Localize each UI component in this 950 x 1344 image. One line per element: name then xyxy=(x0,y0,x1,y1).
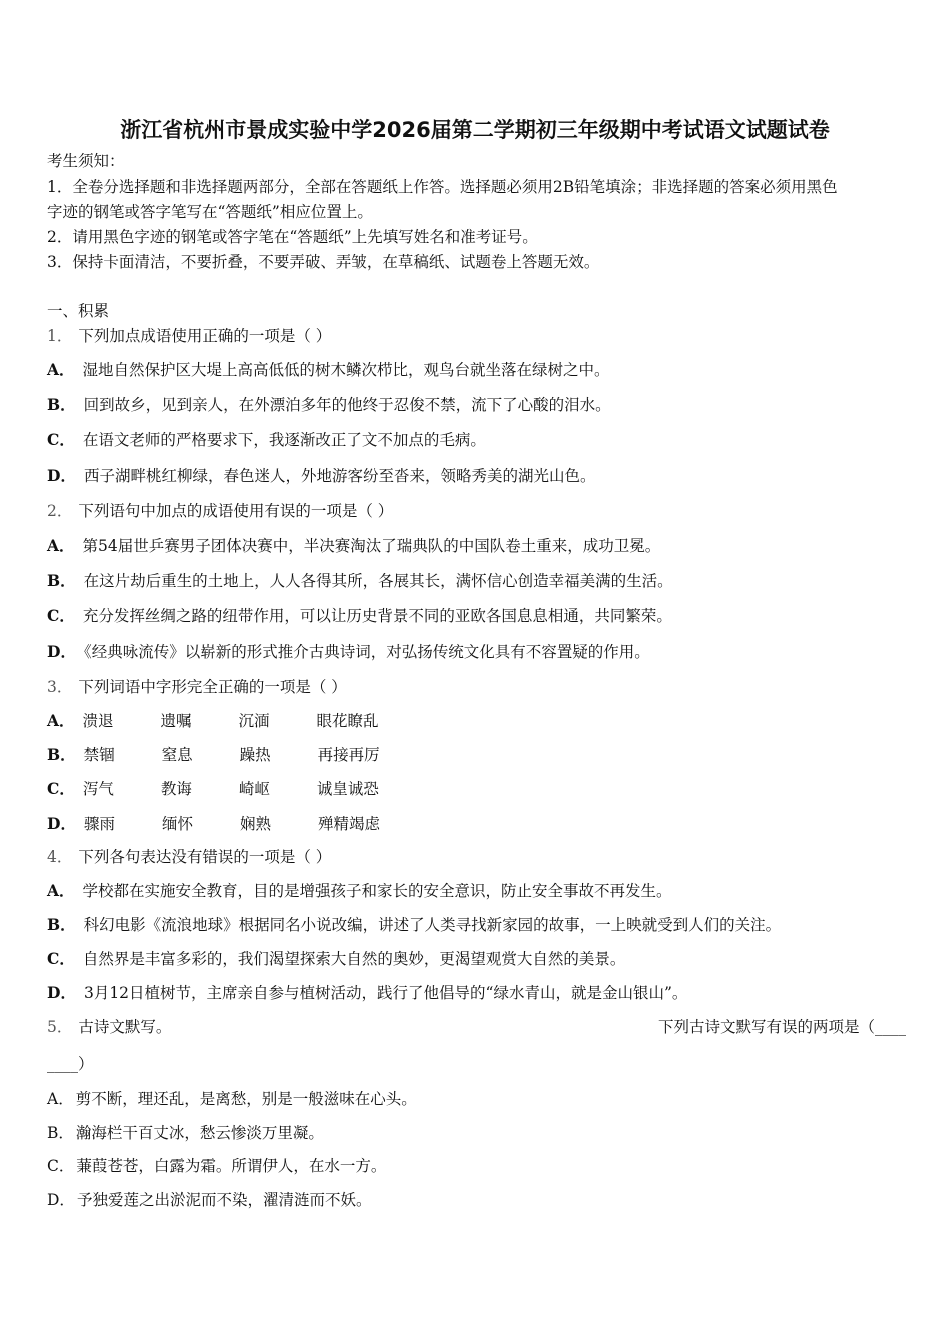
question-number: 1． xyxy=(47,327,73,345)
option-text: 予独爱莲之出淤泥而不染，濯清涟而不妖。 xyxy=(76,1191,372,1209)
notice-heading: 考生须知： xyxy=(47,152,125,170)
question-stem xyxy=(47,847,331,867)
option-text: 学校都在实施安全教育，目的是增强孩子和家长的安全意识，防止安全事故不再发生。 xyxy=(82,882,672,900)
option-word: 溃退 xyxy=(82,712,114,730)
option-a xyxy=(47,711,395,731)
option-a xyxy=(47,360,610,380)
option-word: 禁锢 xyxy=(83,746,115,764)
option-c xyxy=(47,430,486,450)
option-text: 在这片劫后重生的土地上，人人各得其所，各展其长，满怀信心创造幸福美满的生活。 xyxy=(83,572,673,590)
option-a xyxy=(47,1089,417,1109)
option-text: 《经典咏流传》以崭新的形式推介古典诗词，对弘扬传统文化具有不容置疑的作用。 xyxy=(83,643,650,661)
notice-item: 2．请用黑色字迹的钢笔或答字笔在“答题纸”上先填写姓名和准考证号。 xyxy=(47,228,538,246)
option-label: C． xyxy=(47,949,75,968)
notice-item: 3．保持卡面清洁，不要折叠，不要弄破、弄皱，在草稿纸、试题卷上答题无效。 xyxy=(47,253,600,271)
option-text: 3月12日植树节，主席亲自参与植树活动，践行了他倡导的“绿水青山，就是金山银山”。 xyxy=(83,984,688,1002)
option-label: D． xyxy=(47,642,76,661)
option-label: B． xyxy=(47,1124,74,1142)
notice-item: 字迹的钢笔或答字笔写在“答题纸”相应位置上。 xyxy=(47,203,373,221)
option-text: 蒹葭苍苍，白露为霜。所谓伊人，在水一方。 xyxy=(76,1157,387,1175)
option-label: A． xyxy=(47,536,75,555)
option-word: 崎岖 xyxy=(238,780,270,798)
option-d xyxy=(47,983,687,1003)
question-stem xyxy=(47,501,393,521)
option-label: D． xyxy=(47,466,76,485)
question-text: 下列加点成语使用正确的一项是（ ） xyxy=(78,327,332,345)
option-label: C． xyxy=(47,430,75,449)
option-text: 剪不断，理还乱，是离愁，别是一般滋味在心头。 xyxy=(75,1090,417,1108)
option-word: 诚皇诚恐 xyxy=(316,780,379,798)
notice-item: 1．全卷分选择题和非选择题两部分，全部在答题纸上作答。选择题必须用2B铅笔填涂；非选择题的答案必须用黑色 xyxy=(47,178,838,196)
option-c xyxy=(47,779,395,799)
option-c xyxy=(47,1156,386,1176)
option-text: 充分发挥丝绸之路的纽带作用，可以让历史背景不同的亚欧各国息息相通，共同繁荣。 xyxy=(82,607,672,625)
question-number: 3． xyxy=(47,678,73,696)
option-label: D． xyxy=(47,1191,75,1209)
option-b xyxy=(47,571,673,591)
option-word: 教诲 xyxy=(160,780,192,798)
question-text: 下列语句中加点的成语使用有误的一项是（ ） xyxy=(78,502,394,520)
option-label: B． xyxy=(47,395,76,414)
question-number: 4． xyxy=(47,848,73,866)
option-word: 躁热 xyxy=(239,746,271,764)
option-d xyxy=(47,466,595,486)
option-label: B． xyxy=(47,571,76,590)
page-title: 浙江省杭州市景成实验中学2026届第二学期初三年级期中考试语文试题试卷 xyxy=(120,118,830,142)
question-stem xyxy=(47,1017,171,1037)
option-label: A． xyxy=(47,711,75,730)
option-c xyxy=(47,949,625,969)
option-label: D． xyxy=(47,983,76,1002)
option-word: 殚精竭虑 xyxy=(317,815,380,833)
option-text: 回到故乡，见到亲人，在外漂泊多年的他终于忍俊不禁，流下了心酸的泪水。 xyxy=(83,396,611,414)
option-label: C． xyxy=(47,1157,75,1175)
option-word: 缅怀 xyxy=(161,815,193,833)
option-word: 泻气 xyxy=(82,780,114,798)
answer-blank: ____） xyxy=(47,1055,94,1073)
option-label: A． xyxy=(47,1090,74,1108)
option-word: 窒息 xyxy=(161,746,193,764)
option-word: 骤雨 xyxy=(83,815,115,833)
option-word: 沉湎 xyxy=(238,712,270,730)
option-text: 在语文老师的严格要求下，我逐渐改正了文不加点的毛病。 xyxy=(82,431,486,449)
question-text: 下列词语中字形完全正确的一项是（ ） xyxy=(78,678,347,696)
option-label: B． xyxy=(47,745,76,764)
option-b xyxy=(47,1123,324,1143)
option-d xyxy=(47,1190,371,1210)
option-label: A． xyxy=(47,881,75,900)
question-stem xyxy=(47,677,347,697)
option-b xyxy=(47,915,781,935)
option-a xyxy=(47,536,660,556)
option-label: B． xyxy=(47,915,76,934)
option-text: 湿地自然保护区大堤上高高低低的树木鳞次栉比，观鸟台就坐落在绿树之中。 xyxy=(82,361,610,379)
option-label: C． xyxy=(47,606,75,625)
question-text: 下列各句表达没有错误的一项是（ ） xyxy=(78,848,332,866)
option-word: 娴熟 xyxy=(239,815,271,833)
question-number: 2． xyxy=(47,502,73,520)
option-label: C． xyxy=(47,779,75,798)
option-b xyxy=(47,395,611,415)
option-word: 眼花瞭乱 xyxy=(316,712,379,730)
option-a xyxy=(47,881,672,901)
option-text: 西子湖畔桃红柳绿，春色迷人，外地游客纷至沓来，领略秀美的湖光山色。 xyxy=(83,467,596,485)
question-text: 古诗文默写。 xyxy=(78,1018,172,1036)
option-d xyxy=(47,814,396,834)
option-word: 再接再厉 xyxy=(317,746,380,764)
option-label: A． xyxy=(47,360,75,379)
option-text: 第54届世乒赛男子团体决赛中，半决赛淘汰了瑞典队的中国队卷土重来，成功卫冕。 xyxy=(82,537,661,555)
option-text: 自然界是丰富多彩的，我们渴望探索大自然的奥妙，更渴望观赏大自然的美景。 xyxy=(82,950,626,968)
question-prompt: 下列古诗文默写有误的两项是（____ xyxy=(657,1018,906,1036)
option-text: 科幻电影《流浪地球》根据同名小说改编，讲述了人类寻找新家园的故事，一上映就受到人们的关注。 xyxy=(83,916,782,934)
option-label: D． xyxy=(47,814,76,833)
section-heading: 一、积累 xyxy=(47,302,110,320)
option-c xyxy=(47,606,672,626)
question-number: 5． xyxy=(47,1018,73,1036)
option-d xyxy=(47,642,650,662)
option-word: 遗嘱 xyxy=(160,712,192,730)
question-stem xyxy=(47,326,331,346)
option-text: 瀚海栏干百丈冰，愁云惨淡万里凝。 xyxy=(75,1124,324,1142)
option-b xyxy=(47,745,396,765)
